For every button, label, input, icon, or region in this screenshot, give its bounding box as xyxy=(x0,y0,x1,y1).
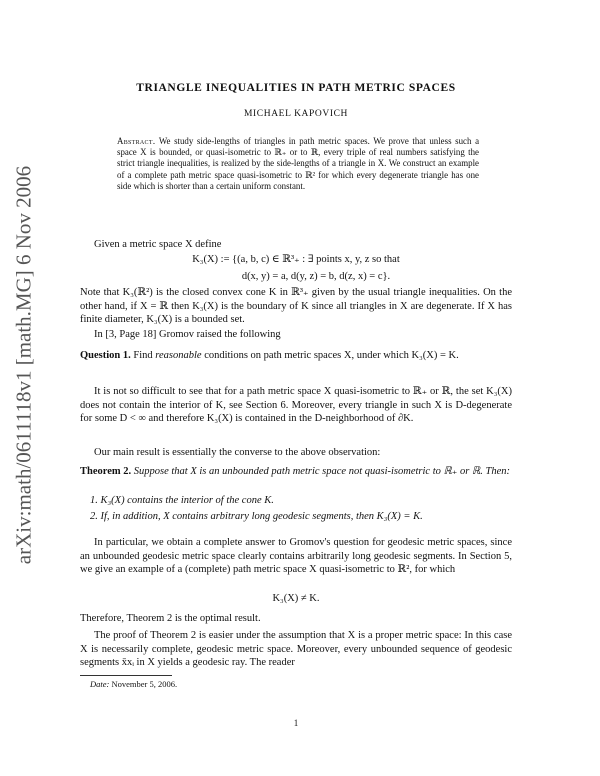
paragraph-optimal: Therefore, Theorem 2 is the optimal result. xyxy=(80,613,261,624)
paragraph-gromov: In [3, Page 18] Gromov raised the following xyxy=(94,329,281,340)
paragraph-main: Our main result is essentially the converse to the above observation: xyxy=(94,447,381,458)
paragraph-particular: In particular, we obtain a complete answer to Gromov's question for geodesic metric spaces, since an unbounded geodesic metric space clearly contains arbitrarily long geodesic segments. In Section 5, we give an example of a (complete) path metric space X quasi-isometric to ℝ², for which xyxy=(80,537,512,575)
paragraph-easy: It is not so difficult to see that for a path metric space X quasi-isometric to ℝ₊ or ℝ, the set K₃(X) does not contain the interior of K, see Section 6. Moreover, every triangle in such X is D-degenerate for some D < ∞ and therefore K₃(X) is contained in the D-neighborhood of ∂K. xyxy=(80,386,512,424)
question-text: conditions on path metric spaces X, under which K₃(X) = K. xyxy=(204,350,459,361)
question-1 xyxy=(80,349,512,363)
question-label: Question 1. xyxy=(80,350,131,361)
equation-k3-line1: K₃(X) := {(a, b, c) ∈ ℝ³₊ : ∃ points x, y, z so that xyxy=(192,254,400,265)
theorem-2 xyxy=(80,465,512,479)
abstract-text: We study side-lengths of triangles in path metric spaces. We prove that unless such a space X is bounded, or quasi-isometric to ℝ₊ or to ℝ, every triple of real numbers satisfying the strict triangle inequalities, is realized by the side-lengths of a triangle in X. We construct an example of a complete path metric space quasi-isometric to ℝ² for which every degenerate triangle has one side which is shorter than a certain uniform constant. xyxy=(117,136,480,191)
footnote-rule xyxy=(80,675,172,676)
footnote-label: Date: xyxy=(90,679,110,689)
theorem-item-1: 1. K₃(X) contains the interior of the cone K. xyxy=(90,495,274,506)
arxiv-identifier: arXiv:math/0611118v1 [math.MG] 6 Nov 2006 xyxy=(11,165,36,565)
paper-page xyxy=(80,0,512,776)
paragraph-proof: The proof of Theorem 2 is easier under the assumption that X is a proper metric space: In this case X is necessarily complete, geodesic metric space. Moreover, every unbounded sequence of geodesic segments x̄xᵢ in X yields a geodesic ray. The reader xyxy=(80,630,512,668)
theorem-item-2: 2. If, in addition, X contains arbitrary long geodesic segments, then K₃(X) = K. xyxy=(90,511,423,522)
intro-paragraph: Given a metric space X define xyxy=(94,239,222,250)
arxiv-sidebar xyxy=(4,160,44,570)
theorem-label: Theorem 2. xyxy=(80,466,132,477)
equation-k3-neq: K₃(X) ≠ K. xyxy=(272,593,320,604)
question-pre: Find xyxy=(133,350,153,361)
page-number: 1 xyxy=(293,718,299,728)
footnote-text: November 5, 2006. xyxy=(111,679,178,689)
paragraph-note: Note that K₃(ℝ²) is the closed convex cone K in ℝ³₊ given by the usual triangle inequalities. On the other hand, if X = ℝ then K₃(X) is the boundary of K since all triangles in X are degenerate. If X has finite diameter, K₃(X) is a bounded set. xyxy=(80,287,512,325)
equation-k3-line2: d(x, y) = a, d(y, z) = b, d(z, x) = c}. xyxy=(241,271,391,282)
paper-author: MICHAEL KAPOVICH xyxy=(244,109,348,119)
footnote-date xyxy=(90,679,177,689)
abstract-label: Abstract. xyxy=(117,136,156,146)
abstract xyxy=(117,136,479,192)
question-emph: reasonable xyxy=(155,350,202,361)
paper-title: TRIANGLE INEQUALITIES IN PATH METRIC SPACES xyxy=(136,82,456,94)
theorem-text: Suppose that X is an unbounded path metric space not quasi-isometric to ℝ₊ or ℝ. Then: xyxy=(133,466,510,477)
